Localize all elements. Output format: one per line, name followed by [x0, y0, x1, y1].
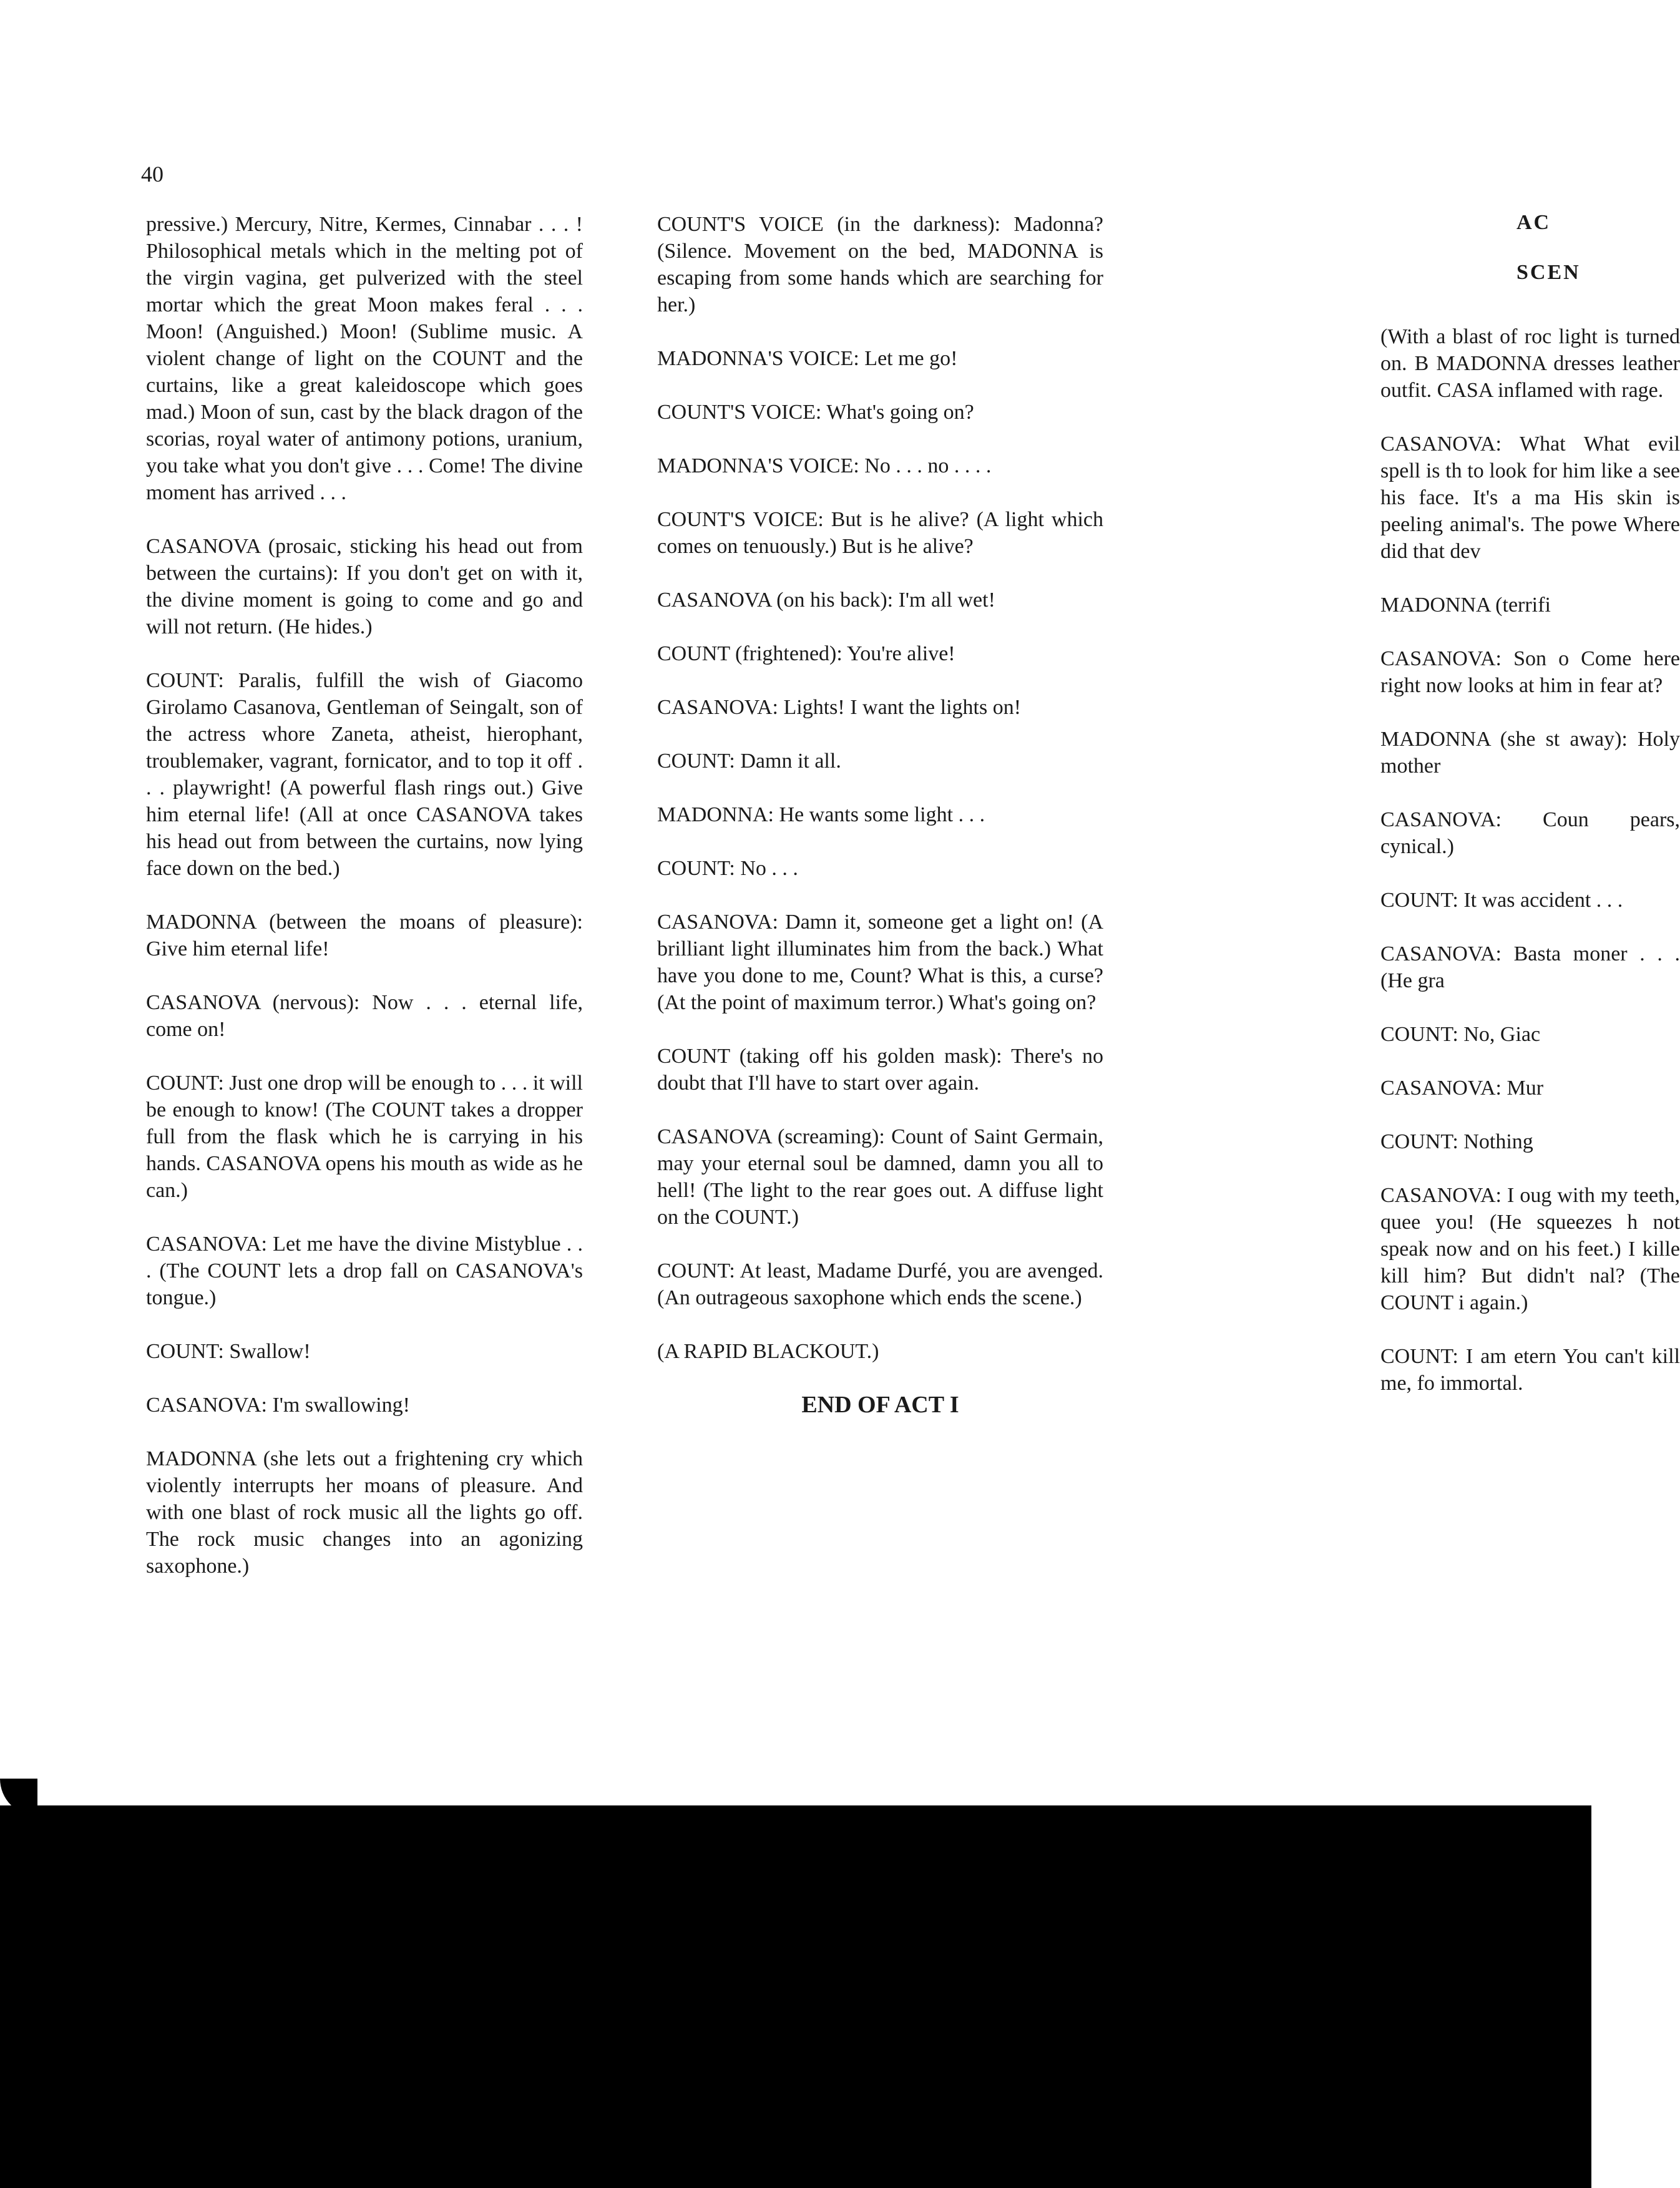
paragraph: CASANOVA (screaming): Count of Saint Germain, may your eternal soul be damned, damn you all to hell! (The light to the rear goes out. A diffuse light on the COUNT.)	[657, 1125, 1103, 1229]
paragraph: MADONNA (she st away): Holy mother	[1380, 728, 1680, 778]
paragraph: CASANOVA: Mur	[1380, 1077, 1544, 1100]
paragraph: CASANOVA: Damn it, someone get a light on! (A brilliant light illuminates him from the back.) What have you done to me, Count? What is this, a curse? (At the point of maximum terror.) What's going on?	[657, 911, 1103, 1014]
paragraph: MADONNA (terrifi	[1380, 593, 1551, 617]
paragraph: COUNT: Damn it all.	[657, 750, 841, 773]
paragraph: MADONNA (she lets out a frightening cry which violently interrupts her moans of pleasure. And with one blast of rock music all the lights go off. The rock music changes into an agonizing saxophone.)	[146, 1447, 583, 1578]
paragraph: pressive.) Mercury, Nitre, Kermes, Cinnabar . . . ! Philosophical metals which in the melting pot of the virgin vagina, get pulverized with the steel mortar which the great Moon makes feral . . . Moon! (Anguished.) Moon! (Sublime music. A violent change of light on the COUNT and the curtains, like a great kaleidoscope which goes mad.) Moon of sun, cast by the black dragon of the scorias, royal water of antimony potions, uranium, you take what you don't give . . . Come! The divine moment has arrived . . .	[146, 213, 583, 504]
paragraph: COUNT: No . . .	[657, 857, 798, 880]
paragraph: (A RAPID BLACKOUT.)	[657, 1340, 879, 1363]
right-column-cropped	[1380, 323, 1680, 1424]
page-number: 40	[141, 162, 164, 187]
paragraph: CASANOVA: What What evil spell is th to look for him like a see his face. It's a ma His skin is peeling animal's. The powe Where did that dev	[1380, 432, 1680, 563]
act-heading: AC	[1516, 211, 1551, 234]
paragraph: COUNT: Nothing	[1380, 1130, 1533, 1153]
paragraph: COUNT: At least, Madame Durfé, you are avenged. (An outrageous saxophone which ends the scene.)	[657, 1259, 1103, 1309]
paragraph: CASANOVA: I oug with my teeth, quee you! (He squeezes h not speak now and on his feet.) I kille kill him? But didn't nal? (The COUNT i again.)	[1380, 1184, 1680, 1314]
paragraph: CASANOVA: Basta moner . . . (He gra	[1380, 942, 1680, 992]
paragraph: COUNT'S VOICE (in the darkness): Madonna? (Silence. Movement on the bed, MADONNA is escaping from some hands which are searching for her.)	[657, 213, 1103, 316]
paragraph: CASANOVA: Let me have the divine Mistyblue . . . (The COUNT lets a drop fall on CASANOVA's tongue.)	[146, 1233, 583, 1309]
end-of-act-heading: END OF ACT I	[801, 1392, 959, 1418]
left-column	[146, 211, 583, 1606]
paragraph: (With a blast of roc light is turned on. B MADONNA dresses leather outfit. CASA inflamed with rage.	[1380, 325, 1680, 402]
paragraph: CASANOVA: I'm swallowing!	[146, 1394, 410, 1417]
paragraph: MADONNA'S VOICE: No . . . no . . . .	[657, 454, 992, 477]
paragraph: COUNT (frightened): You're alive!	[657, 642, 955, 665]
paragraph: COUNT: Just one drop will be enough to . . . it will be enough to know! (The COUNT takes a dropper full from the flask which he is carrying in his hands. CASANOVA opens his mouth as wide as he can.)	[146, 1072, 583, 1202]
paragraph: MADONNA: He wants some light . . .	[657, 803, 985, 826]
paragraph: CASANOVA: Coun pears, cynical.)	[1380, 808, 1680, 858]
paragraph: COUNT: Paralis, fulfill the wish of Giacomo Girolamo Casanova, Gentleman of Seingalt, son of the actress whore Zaneta, atheist, hierophant, troublemaker, vagrant, fornicator, and to top it off . . . playwright! (A powerful flash rings out.) Give him eternal life! (All at once CASANOVA takes his head out from between the curtains, now lying face down on the bed.)	[146, 669, 583, 880]
paragraph: MADONNA (between the moans of pleasure): Give him eternal life!	[146, 911, 583, 960]
paragraph: COUNT: Swallow!	[146, 1340, 311, 1363]
paragraph: CASANOVA: Son o Come here right now looks at him in fear at?	[1380, 647, 1680, 697]
paragraph: CASANOVA (nervous): Now . . . eternal life, come on!	[146, 991, 583, 1041]
paragraph: COUNT: It was accident . . .	[1380, 889, 1623, 912]
scan-black-border	[0, 1805, 1591, 2188]
paragraph: COUNT: No, Giac	[1380, 1023, 1541, 1046]
paragraph: COUNT'S VOICE: What's going on?	[657, 401, 974, 424]
paragraph: CASANOVA: Lights! I want the lights on!	[657, 696, 1022, 719]
paragraph: COUNT: I am etern You can't kill me, fo immortal.	[1380, 1345, 1680, 1395]
paragraph: COUNT (taking off his golden mask): There's no doubt that I'll have to start over again.	[657, 1045, 1103, 1095]
middle-column	[657, 211, 1103, 1419]
paragraph: CASANOVA (on his back): I'm all wet!	[657, 589, 995, 612]
paragraph: COUNT'S VOICE: But is he alive? (A light which comes on tenuously.) But is he alive?	[657, 508, 1103, 558]
scene-heading: SCEN	[1516, 261, 1581, 284]
paragraph: CASANOVA (prosaic, sticking his head out from between the curtains): If you don't get on with it, the divine moment is going to come and go and will not return. (He hides.)	[146, 535, 583, 638]
paragraph: MADONNA'S VOICE: Let me go!	[657, 347, 958, 370]
